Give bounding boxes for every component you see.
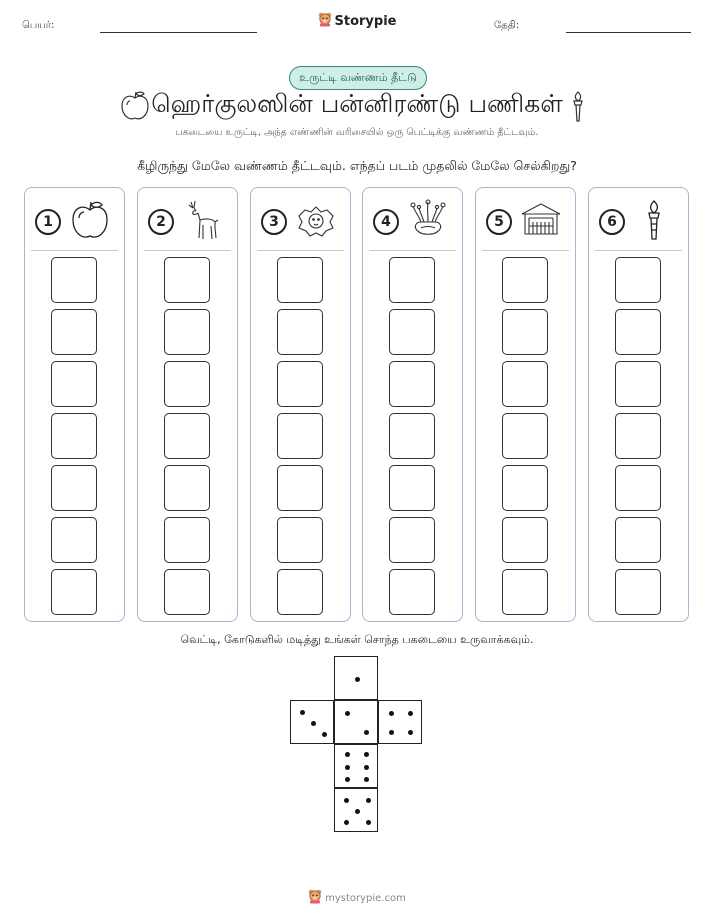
color-box[interactable]: [277, 361, 323, 407]
die-pip: [364, 777, 369, 782]
dice-net: [290, 656, 424, 836]
die-pip: [345, 765, 350, 770]
column-number: 1: [35, 209, 61, 235]
color-box[interactable]: [164, 413, 210, 459]
column-1: [24, 187, 125, 622]
date-field[interactable]: [566, 32, 691, 33]
column-number: 4: [373, 209, 399, 235]
column-number: 2: [148, 209, 174, 235]
color-box[interactable]: [51, 569, 97, 615]
die-face-5: [334, 788, 378, 832]
column-header: [476, 188, 575, 250]
column-2: [137, 187, 238, 622]
lion-pelt-icon: [295, 198, 337, 242]
color-box[interactable]: [164, 517, 210, 563]
bear-icon: [318, 12, 332, 31]
die-pip: [355, 809, 360, 814]
column-header: [25, 188, 124, 250]
instructions-subtitle: பகடையை உருட்டி, அந்த எண்ணின் வரிசையில் ஒரு பெட்டிக்கு வண்ணம் தீட்டவும்.: [175, 127, 539, 138]
column-6: [588, 187, 689, 622]
column-3: [250, 187, 351, 622]
die-pip: [355, 677, 360, 682]
stable-icon: [520, 198, 562, 242]
color-box[interactable]: [164, 465, 210, 511]
color-box[interactable]: [51, 309, 97, 355]
die-face-3: [290, 700, 334, 744]
column-header: [363, 188, 462, 250]
color-box[interactable]: [502, 569, 548, 615]
color-box[interactable]: [164, 257, 210, 303]
column-divider: [595, 250, 682, 251]
column-5: [475, 187, 576, 622]
column-number: 6: [599, 209, 625, 235]
color-box[interactable]: [615, 413, 661, 459]
color-box[interactable]: [615, 309, 661, 355]
die-pip: [322, 732, 327, 737]
brand-logo: [0, 12, 714, 31]
column-divider: [482, 250, 569, 251]
color-box[interactable]: [389, 569, 435, 615]
color-box[interactable]: [389, 257, 435, 303]
color-box[interactable]: [502, 517, 548, 563]
die-face-6: [334, 744, 378, 788]
cut-instruction: வெட்டி, கோடுகளில் மடித்து உங்கள் சொந்த பகடையை உருவாக்கவும்.: [180, 633, 534, 646]
color-box[interactable]: [502, 309, 548, 355]
color-box[interactable]: [164, 361, 210, 407]
color-box[interactable]: [389, 517, 435, 563]
color-box[interactable]: [615, 257, 661, 303]
hydra-icon: [407, 198, 449, 242]
die-pip: [366, 820, 371, 825]
color-box[interactable]: [277, 413, 323, 459]
footer-url: mystorypie.com: [325, 893, 406, 904]
die-face-2: [334, 700, 378, 744]
die-pip: [389, 730, 394, 735]
die-pip: [311, 721, 316, 726]
die-face-1: [334, 656, 378, 700]
color-box[interactable]: [389, 361, 435, 407]
color-box[interactable]: [277, 517, 323, 563]
column-divider: [31, 250, 118, 251]
color-box[interactable]: [502, 413, 548, 459]
footer: [0, 889, 714, 907]
bear-icon: [308, 889, 322, 907]
name-field[interactable]: [100, 32, 257, 33]
die-pip: [389, 711, 394, 716]
color-box[interactable]: [164, 569, 210, 615]
deer-icon: [182, 198, 224, 242]
column-header: [138, 188, 237, 250]
die-pip: [344, 820, 349, 825]
color-box[interactable]: [615, 361, 661, 407]
color-box[interactable]: [277, 309, 323, 355]
die-face-4: [378, 700, 422, 744]
column-divider: [369, 250, 456, 251]
die-pip: [408, 730, 413, 735]
die-pip: [345, 777, 350, 782]
color-box[interactable]: [51, 465, 97, 511]
color-box[interactable]: [51, 361, 97, 407]
color-box[interactable]: [277, 257, 323, 303]
brand-name: Storypie: [334, 14, 397, 29]
date-label: தேதி:: [494, 20, 520, 31]
color-box[interactable]: [51, 257, 97, 303]
color-box[interactable]: [277, 569, 323, 615]
question-text: கீழிருந்து மேலே வண்ணம் தீட்டவும். எந்தப் படம் முதலில் மேலே செல்கிறது?: [137, 158, 577, 173]
die-pip: [364, 765, 369, 770]
die-pip: [345, 752, 350, 757]
color-box[interactable]: [615, 517, 661, 563]
column-number: 3: [261, 209, 287, 235]
activity-tag: உருட்டி வண்ணம் தீட்டு: [289, 66, 427, 90]
color-box[interactable]: [389, 309, 435, 355]
column-header: [589, 188, 688, 250]
color-box[interactable]: [389, 413, 435, 459]
color-box[interactable]: [51, 413, 97, 459]
color-box[interactable]: [615, 465, 661, 511]
torch-icon: [570, 91, 586, 123]
die-pip: [366, 798, 371, 803]
color-box[interactable]: [502, 257, 548, 303]
torch-icon: [633, 198, 675, 242]
name-label: பெயர்:: [22, 20, 55, 31]
die-pip: [345, 711, 350, 716]
column-header: [251, 188, 350, 250]
apple-icon: [69, 198, 111, 242]
color-box[interactable]: [277, 465, 323, 511]
die-pip: [364, 752, 369, 757]
die-pip: [344, 798, 349, 803]
color-box[interactable]: [615, 569, 661, 615]
column-4: [362, 187, 463, 622]
color-box[interactable]: [164, 309, 210, 355]
color-box[interactable]: [51, 517, 97, 563]
die-pip: [300, 710, 305, 715]
column-number: 5: [486, 209, 512, 235]
page-title: ஹெர்குலஸின் பன்னிரண்டு பணிகள்: [151, 89, 563, 118]
die-pip: [408, 711, 413, 716]
column-divider: [257, 250, 344, 251]
die-pip: [364, 730, 369, 735]
color-box[interactable]: [502, 361, 548, 407]
color-box[interactable]: [389, 465, 435, 511]
color-box[interactable]: [502, 465, 548, 511]
column-divider: [144, 250, 231, 251]
